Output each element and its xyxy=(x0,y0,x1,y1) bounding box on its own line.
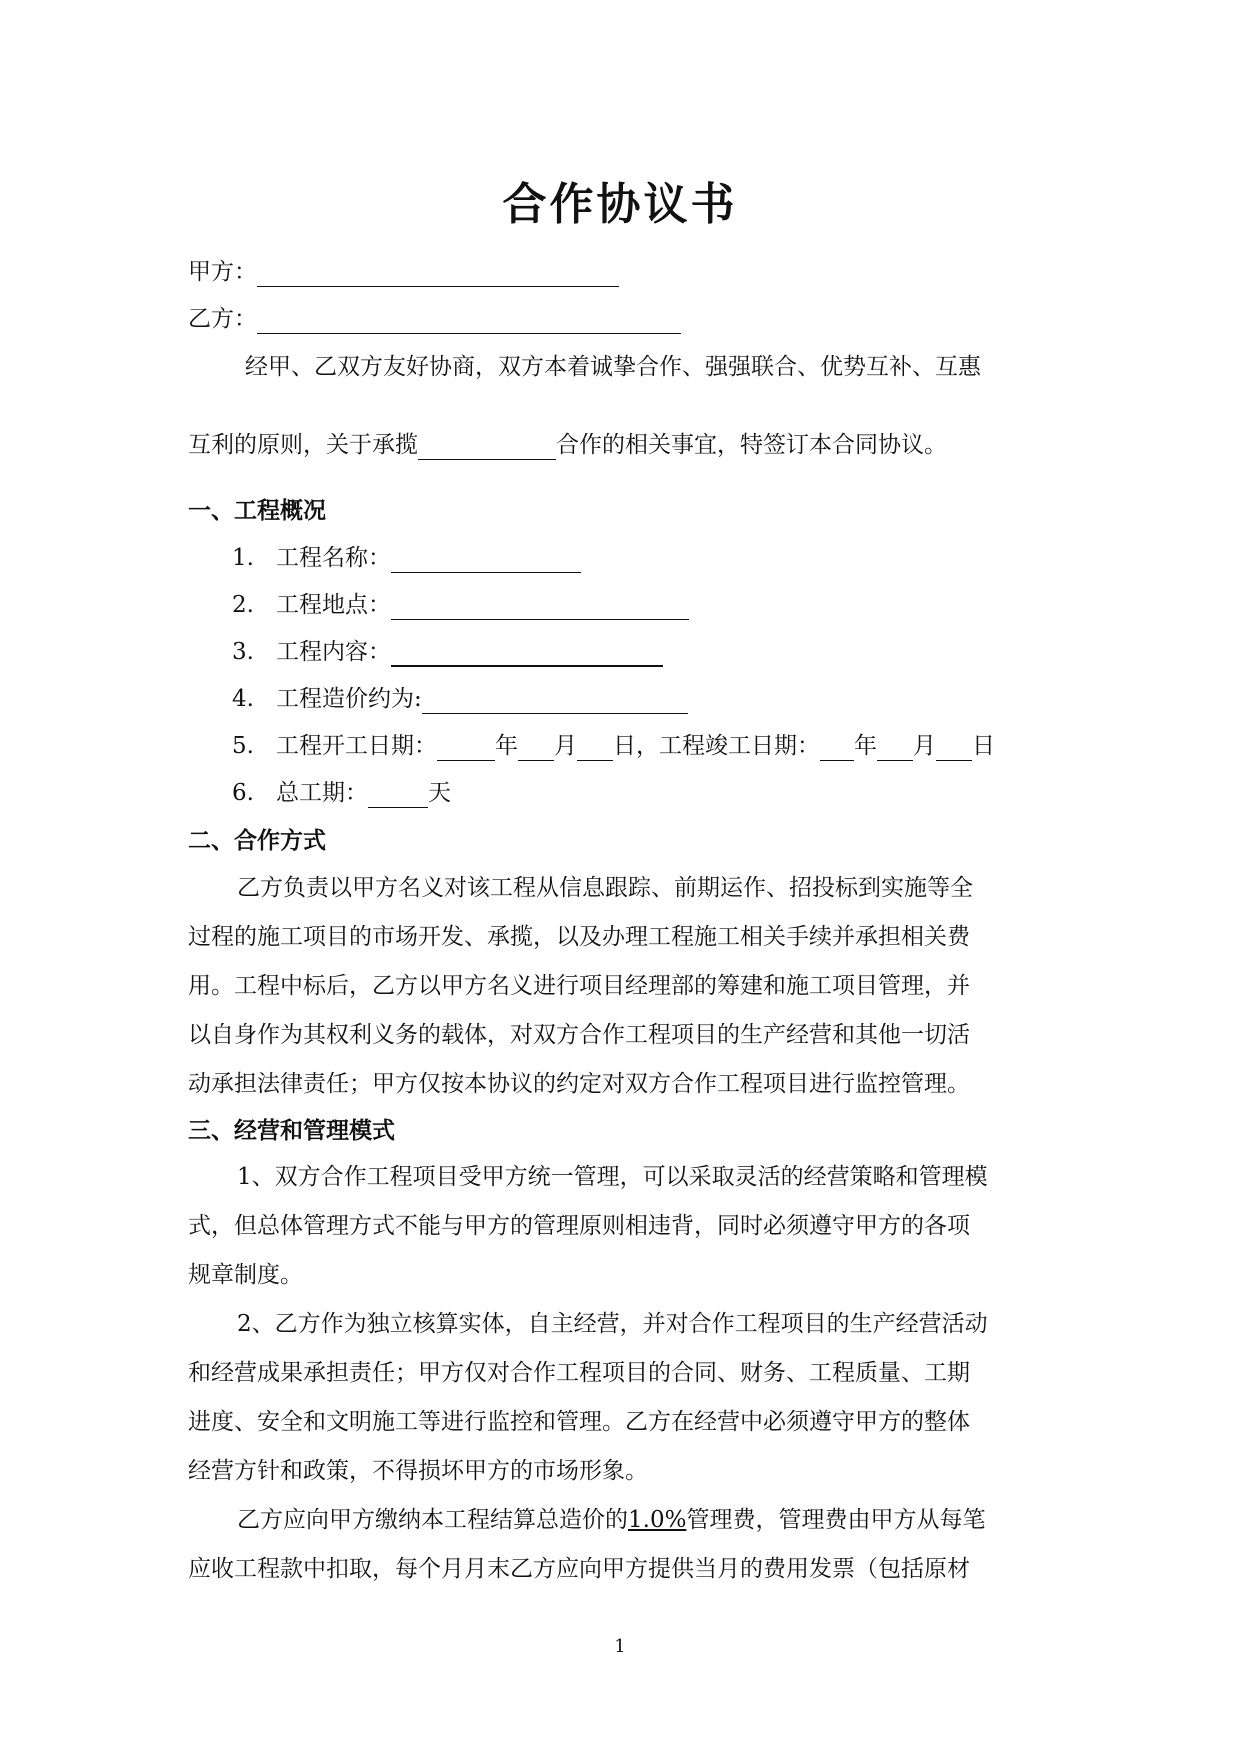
day-label: 日， xyxy=(613,733,659,759)
start-month-blank xyxy=(518,734,554,761)
list-item xyxy=(232,684,688,714)
item-blank xyxy=(422,687,688,714)
start-day-blank xyxy=(577,734,613,761)
intro-line-2-start: 互利的原则，关于承揽 xyxy=(188,432,418,458)
party-a-line xyxy=(188,257,619,287)
item-label-2: 工程竣工日期： xyxy=(659,733,820,759)
section-3-paragraph-3 xyxy=(188,1496,1054,1594)
paragraph-line: 2、乙方作为独立核算实体，自主经营，并对合作工程项目的生产经营活动 xyxy=(237,1311,988,1337)
item-label: 工程开工日期： xyxy=(276,733,437,759)
section-1-heading: 一、工程概况 xyxy=(188,498,326,524)
paragraph-line: 进度、安全和文明施工等进行监控和管理。乙方在经营中必须遵守甲方的整体 xyxy=(188,1409,970,1435)
paragraph-line: 和经营成果承担责任；甲方仅对合作工程项目的合同、财务、工程质量、工期 xyxy=(188,1360,970,1386)
start-year-blank xyxy=(437,734,495,761)
item-number: 1. xyxy=(232,545,254,571)
item-number: 6. xyxy=(232,780,254,806)
section-2-paragraph xyxy=(188,864,1054,1109)
item-label: 工程名称： xyxy=(276,545,391,571)
item-label: 工程地点： xyxy=(276,592,391,618)
list-item xyxy=(232,731,995,761)
section-3-paragraph-1 xyxy=(188,1153,1054,1300)
section-3-heading: 三、经营和管理模式 xyxy=(188,1118,395,1144)
list-item xyxy=(232,590,689,620)
management-fee-rate: 1.0% xyxy=(628,1507,687,1533)
party-b-line xyxy=(188,304,681,334)
party-a-label: 甲方： xyxy=(188,259,257,285)
item-number: 2. xyxy=(232,592,254,618)
paragraph-line xyxy=(188,1496,1054,1545)
page-number: 1 xyxy=(614,1636,626,1657)
paragraph-line: 用。工程中标后，乙方以甲方名义进行项目经理部的筹建和施工项目管理，并 xyxy=(188,973,970,999)
paragraph-line: 动承担法律责任；甲方仅按本协议的约定对双方合作工程项目进行监控管理。 xyxy=(188,1071,970,1097)
fee-text-start: 乙方应向甲方缴纳本工程结算总造价的 xyxy=(237,1507,628,1533)
paragraph-line: 式，但总体管理方式不能与甲方的管理原则相违背，同时必须遵守甲方的各项 xyxy=(188,1213,970,1239)
section-2-heading: 二、合作方式 xyxy=(188,828,326,854)
item-number: 4. xyxy=(232,686,254,712)
party-b-blank xyxy=(257,307,681,334)
end-year-blank xyxy=(820,734,854,761)
fee-text-end: 管理费，管理费由甲方从每笔 xyxy=(686,1507,986,1533)
unit-label: 天 xyxy=(428,780,451,806)
item-label: 总工期： xyxy=(276,780,368,806)
project-name-blank xyxy=(418,433,556,460)
paragraph-line: 过程的施工项目的市场开发、承揽，以及办理工程施工相关手续并承担相关费 xyxy=(188,924,970,950)
paragraph-line: 以自身作为其权利义务的载体，对双方合作工程项目的生产经营和其他一切活 xyxy=(188,1022,970,1048)
paragraph-line: 规章制度。 xyxy=(188,1262,303,1288)
month-label: 月 xyxy=(913,733,936,759)
item-blank xyxy=(391,546,581,573)
end-month-blank xyxy=(877,734,913,761)
item-number: 5. xyxy=(232,733,254,759)
document-title: 合作协议书 xyxy=(502,179,738,230)
paragraph-line: 经营方针和政策，不得损坏甲方的市场形象。 xyxy=(188,1458,648,1484)
paragraph-line: 应收工程款中扣取，每个月月末乙方应向甲方提供当月的费用发票（包括原材 xyxy=(188,1556,970,1582)
item-label: 工程造价约为: xyxy=(276,686,422,712)
month-label: 月 xyxy=(554,733,577,759)
list-item xyxy=(232,778,451,808)
intro-line-1: 经甲、乙双方友好协商，双方本着诚挚合作、强强联合、优势互补、互惠 xyxy=(245,354,981,380)
section-3-paragraph-2 xyxy=(188,1300,1054,1496)
item-label: 工程内容： xyxy=(276,639,391,665)
list-item xyxy=(232,637,663,667)
paragraph-line: 乙方负责以甲方名义对该工程从信息跟踪、前期运作、招投标到实施等全 xyxy=(237,875,973,901)
party-a-blank xyxy=(257,260,619,287)
intro-line-2 xyxy=(188,430,947,460)
paragraph-line: 1、双方合作工程项目受甲方统一管理，可以采取灵活的经营策略和管理模 xyxy=(237,1164,988,1190)
item-number: 3. xyxy=(232,639,254,665)
end-day-blank xyxy=(936,734,972,761)
duration-blank xyxy=(368,781,428,808)
list-item xyxy=(232,543,581,573)
item-blank xyxy=(391,639,663,667)
year-label: 年 xyxy=(495,733,518,759)
day-label: 日 xyxy=(972,733,995,759)
party-b-label: 乙方： xyxy=(188,306,257,332)
item-blank xyxy=(391,593,689,620)
intro-line-2-end: 合作的相关事宜，特签订本合同协议。 xyxy=(556,432,947,458)
year-label: 年 xyxy=(854,733,877,759)
